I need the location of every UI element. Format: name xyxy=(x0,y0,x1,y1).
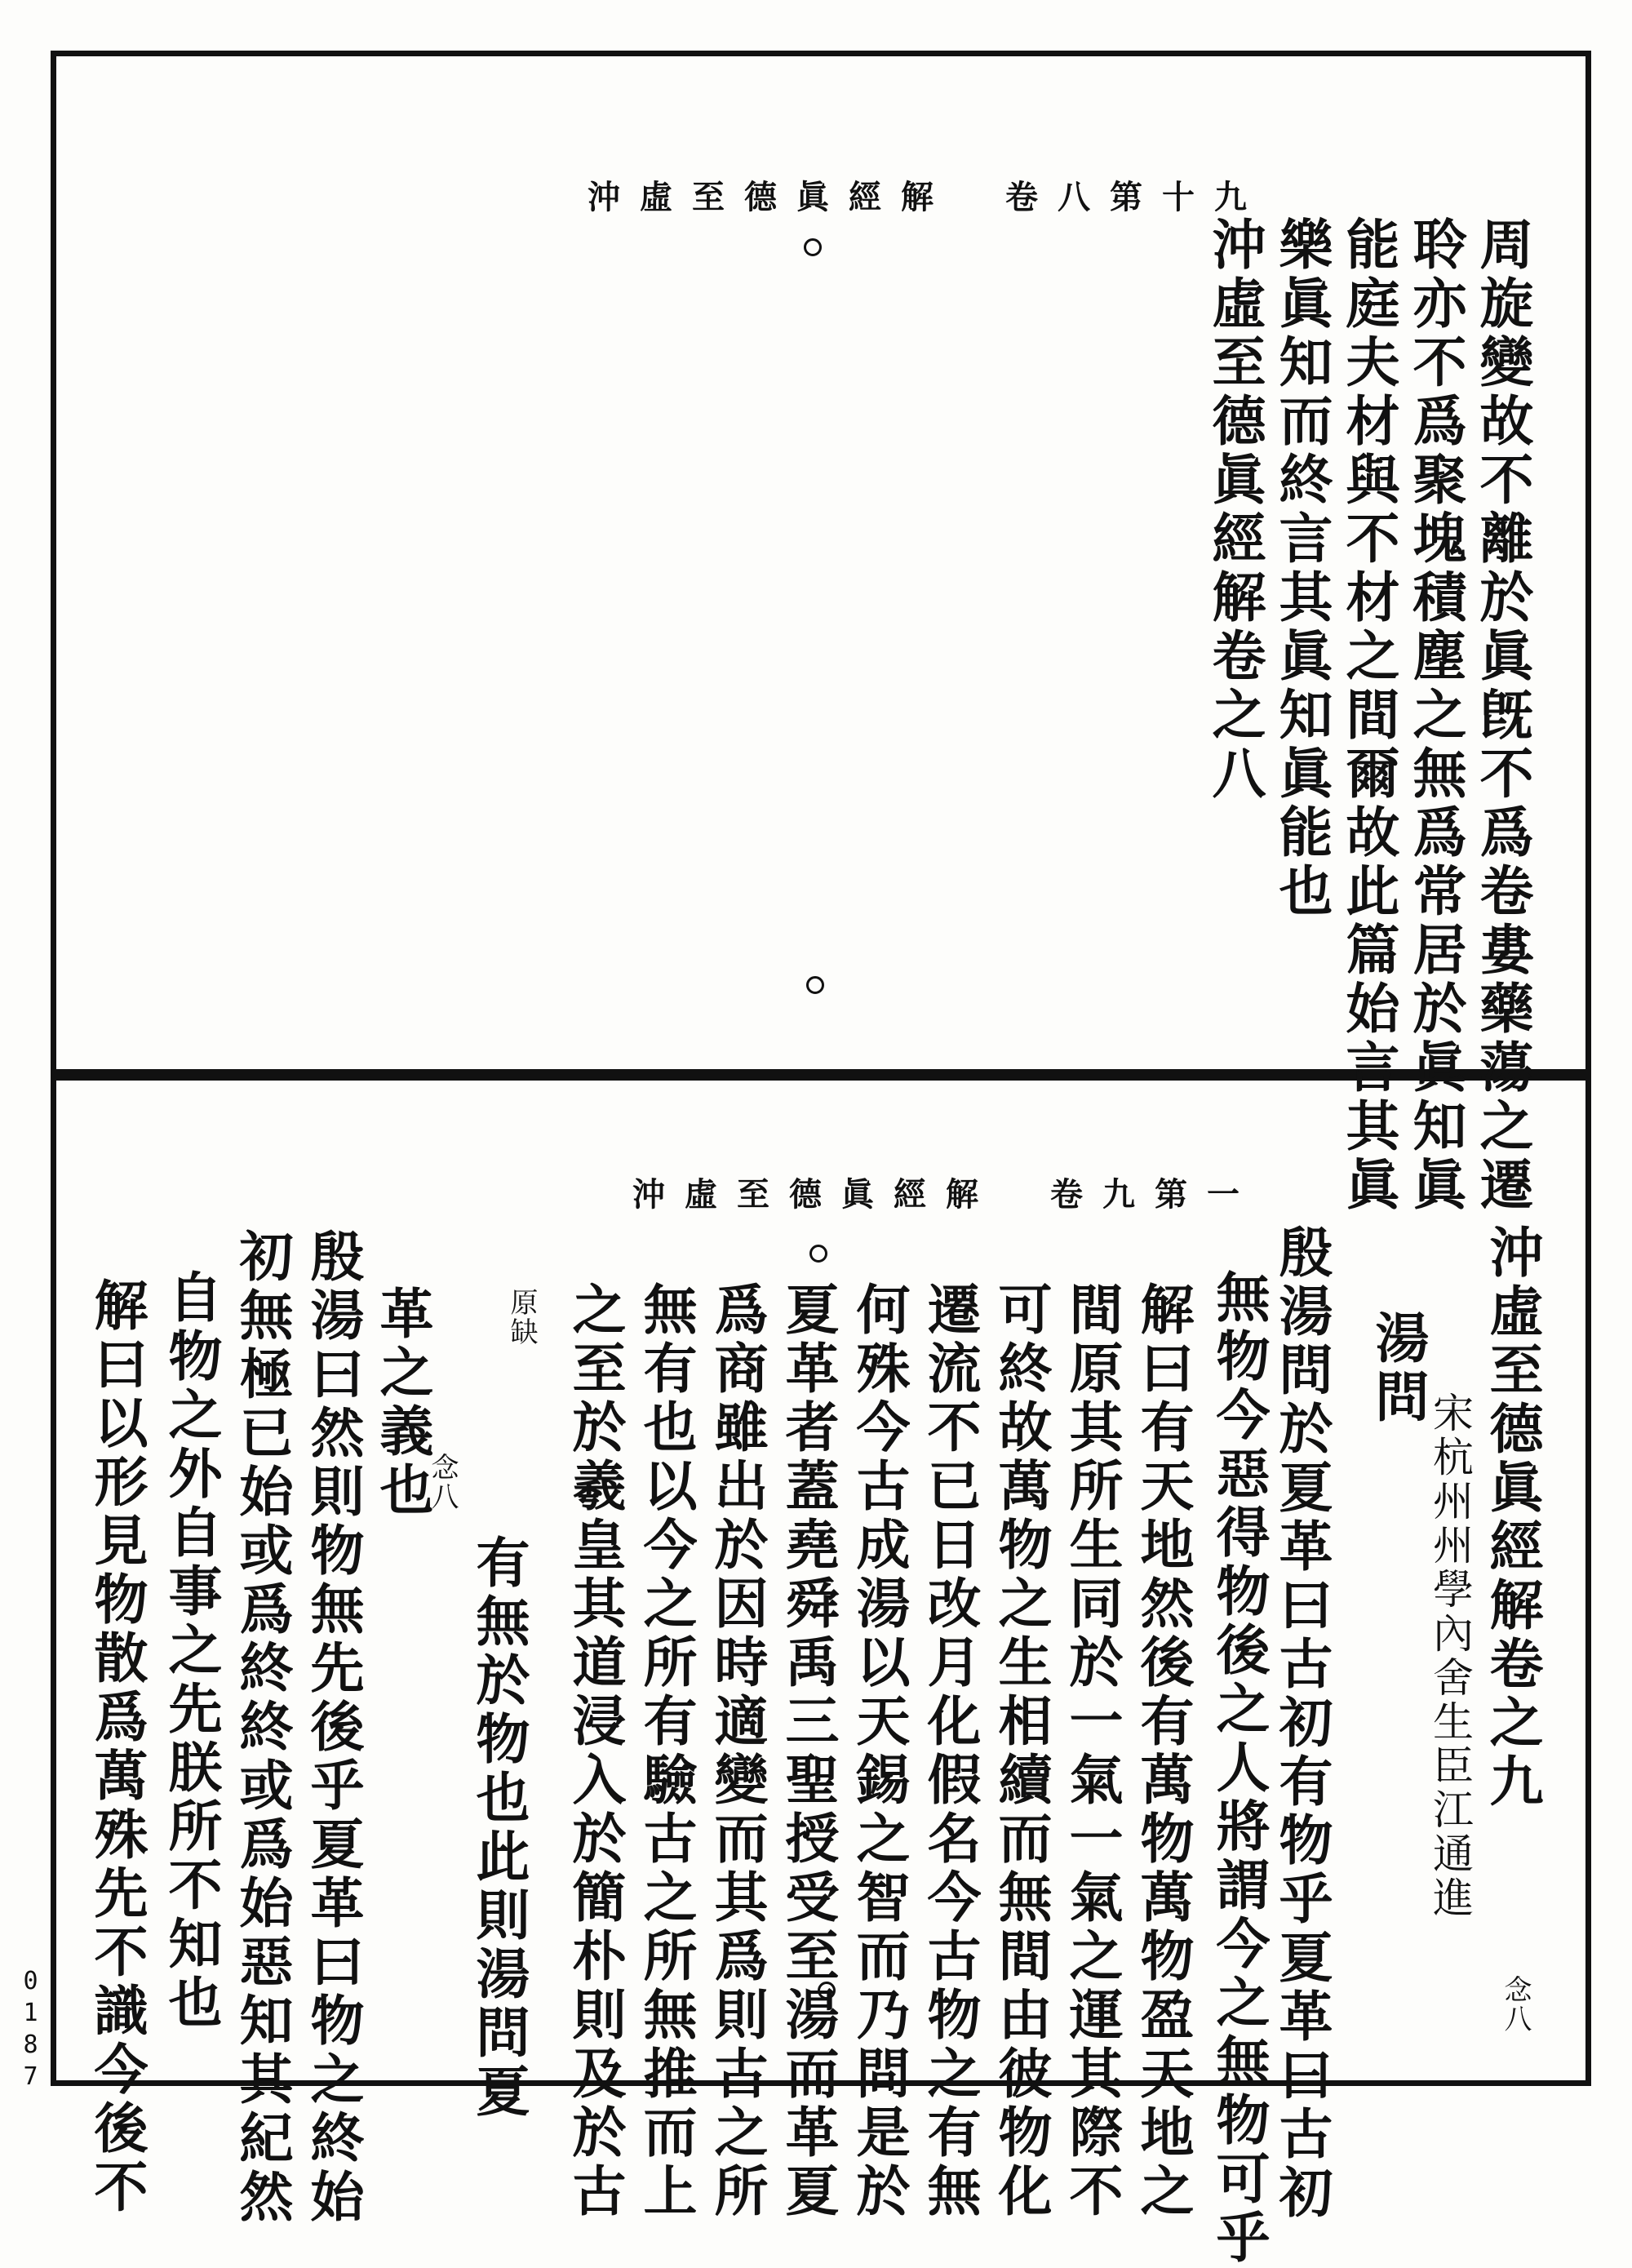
lower-column-5: 可終故萬物之生相續而無間由彼物化 xyxy=(989,1281,1053,2221)
lower-column-13: 革之義也 xyxy=(370,1285,434,1520)
binding-hole-circle xyxy=(809,1245,827,1263)
lower-column-9: 爲商雖出於因時適變而其爲則古之所 xyxy=(705,1281,769,2221)
lower-column-2: 殷湯問於夏革曰古初有物乎夏革曰古初 xyxy=(1270,1224,1333,2223)
lower-column-6: 遷流不已日改月化假名今古物之有無 xyxy=(918,1281,982,2221)
upper-column-3: 能庭夫材與不材之間爾故此篇始言其眞 xyxy=(1337,216,1400,1215)
lower-column-8: 夏革者蓋堯舜禹三聖授受至湯而革夏 xyxy=(776,1281,840,2221)
chapter-title: 湯問 xyxy=(1366,1310,1430,1427)
lower-column-14: 殷湯曰然則物無先後乎夏革曰物之終始 xyxy=(301,1228,365,2227)
lower-column-10: 無有也以今之所有驗古之所無推而上 xyxy=(634,1281,698,2221)
author-line: 宋杭州州學內舍生臣江通進 xyxy=(1426,1391,1474,1920)
lower-column-1: 無物今惡得物後之人將謂今之無物可乎 xyxy=(1207,1269,1271,2268)
lower-column-11: 之至於羲皇其道浸入於簡朴則及於古 xyxy=(563,1281,627,2221)
note-yuanque: 原缺 xyxy=(505,1288,538,1347)
lower-column-7: 何殊今古成湯以天錫之智而乃問是於 xyxy=(847,1281,911,2221)
lower-column-16: 自物之外自事之先朕所不知也 xyxy=(159,1269,223,2033)
binding-hole-circle xyxy=(804,238,822,256)
upper-header: 沖虛至德眞經解 卷八第十九 xyxy=(588,178,1266,216)
lower-column-4: 間原其所生同於一氣一氣之運其際不 xyxy=(1060,1281,1124,2221)
upper-column-1: 周旋變故不離於眞旣不爲卷婁藥蕩之遷 xyxy=(1470,216,1534,1215)
note-nian: 念八 xyxy=(426,1453,459,1511)
lower-title: 沖虛至德眞經解卷之九 xyxy=(1480,1224,1544,1812)
lower-header: 沖虛至德眞經解 卷九第一 xyxy=(632,1175,1259,1214)
upper-column-4: 樂眞知而終言其眞知眞能也 xyxy=(1270,216,1333,921)
lower-column-3: 解曰有天地然後有萬物萬物盈天地之 xyxy=(1131,1281,1195,2221)
lower-mark: 念八 xyxy=(1499,1975,1532,2034)
upper-column-2: 聆亦不爲聚塊積塵之無爲常居於眞知眞 xyxy=(1404,216,1467,1215)
lower-column-17: 解曰以形見物散爲萬殊先不識今後不 xyxy=(85,1277,149,2217)
page-number: 0187 xyxy=(16,1967,45,2094)
lower-column-12: 有無於物也此則湯問夏 xyxy=(467,1534,530,2122)
lower-column-15: 初無極已始或爲終終或爲始惡知其紀然 xyxy=(230,1228,294,2227)
binding-hole-circle xyxy=(806,976,824,994)
upper-column-5: 沖虛至德眞經解卷之八 xyxy=(1203,216,1266,804)
